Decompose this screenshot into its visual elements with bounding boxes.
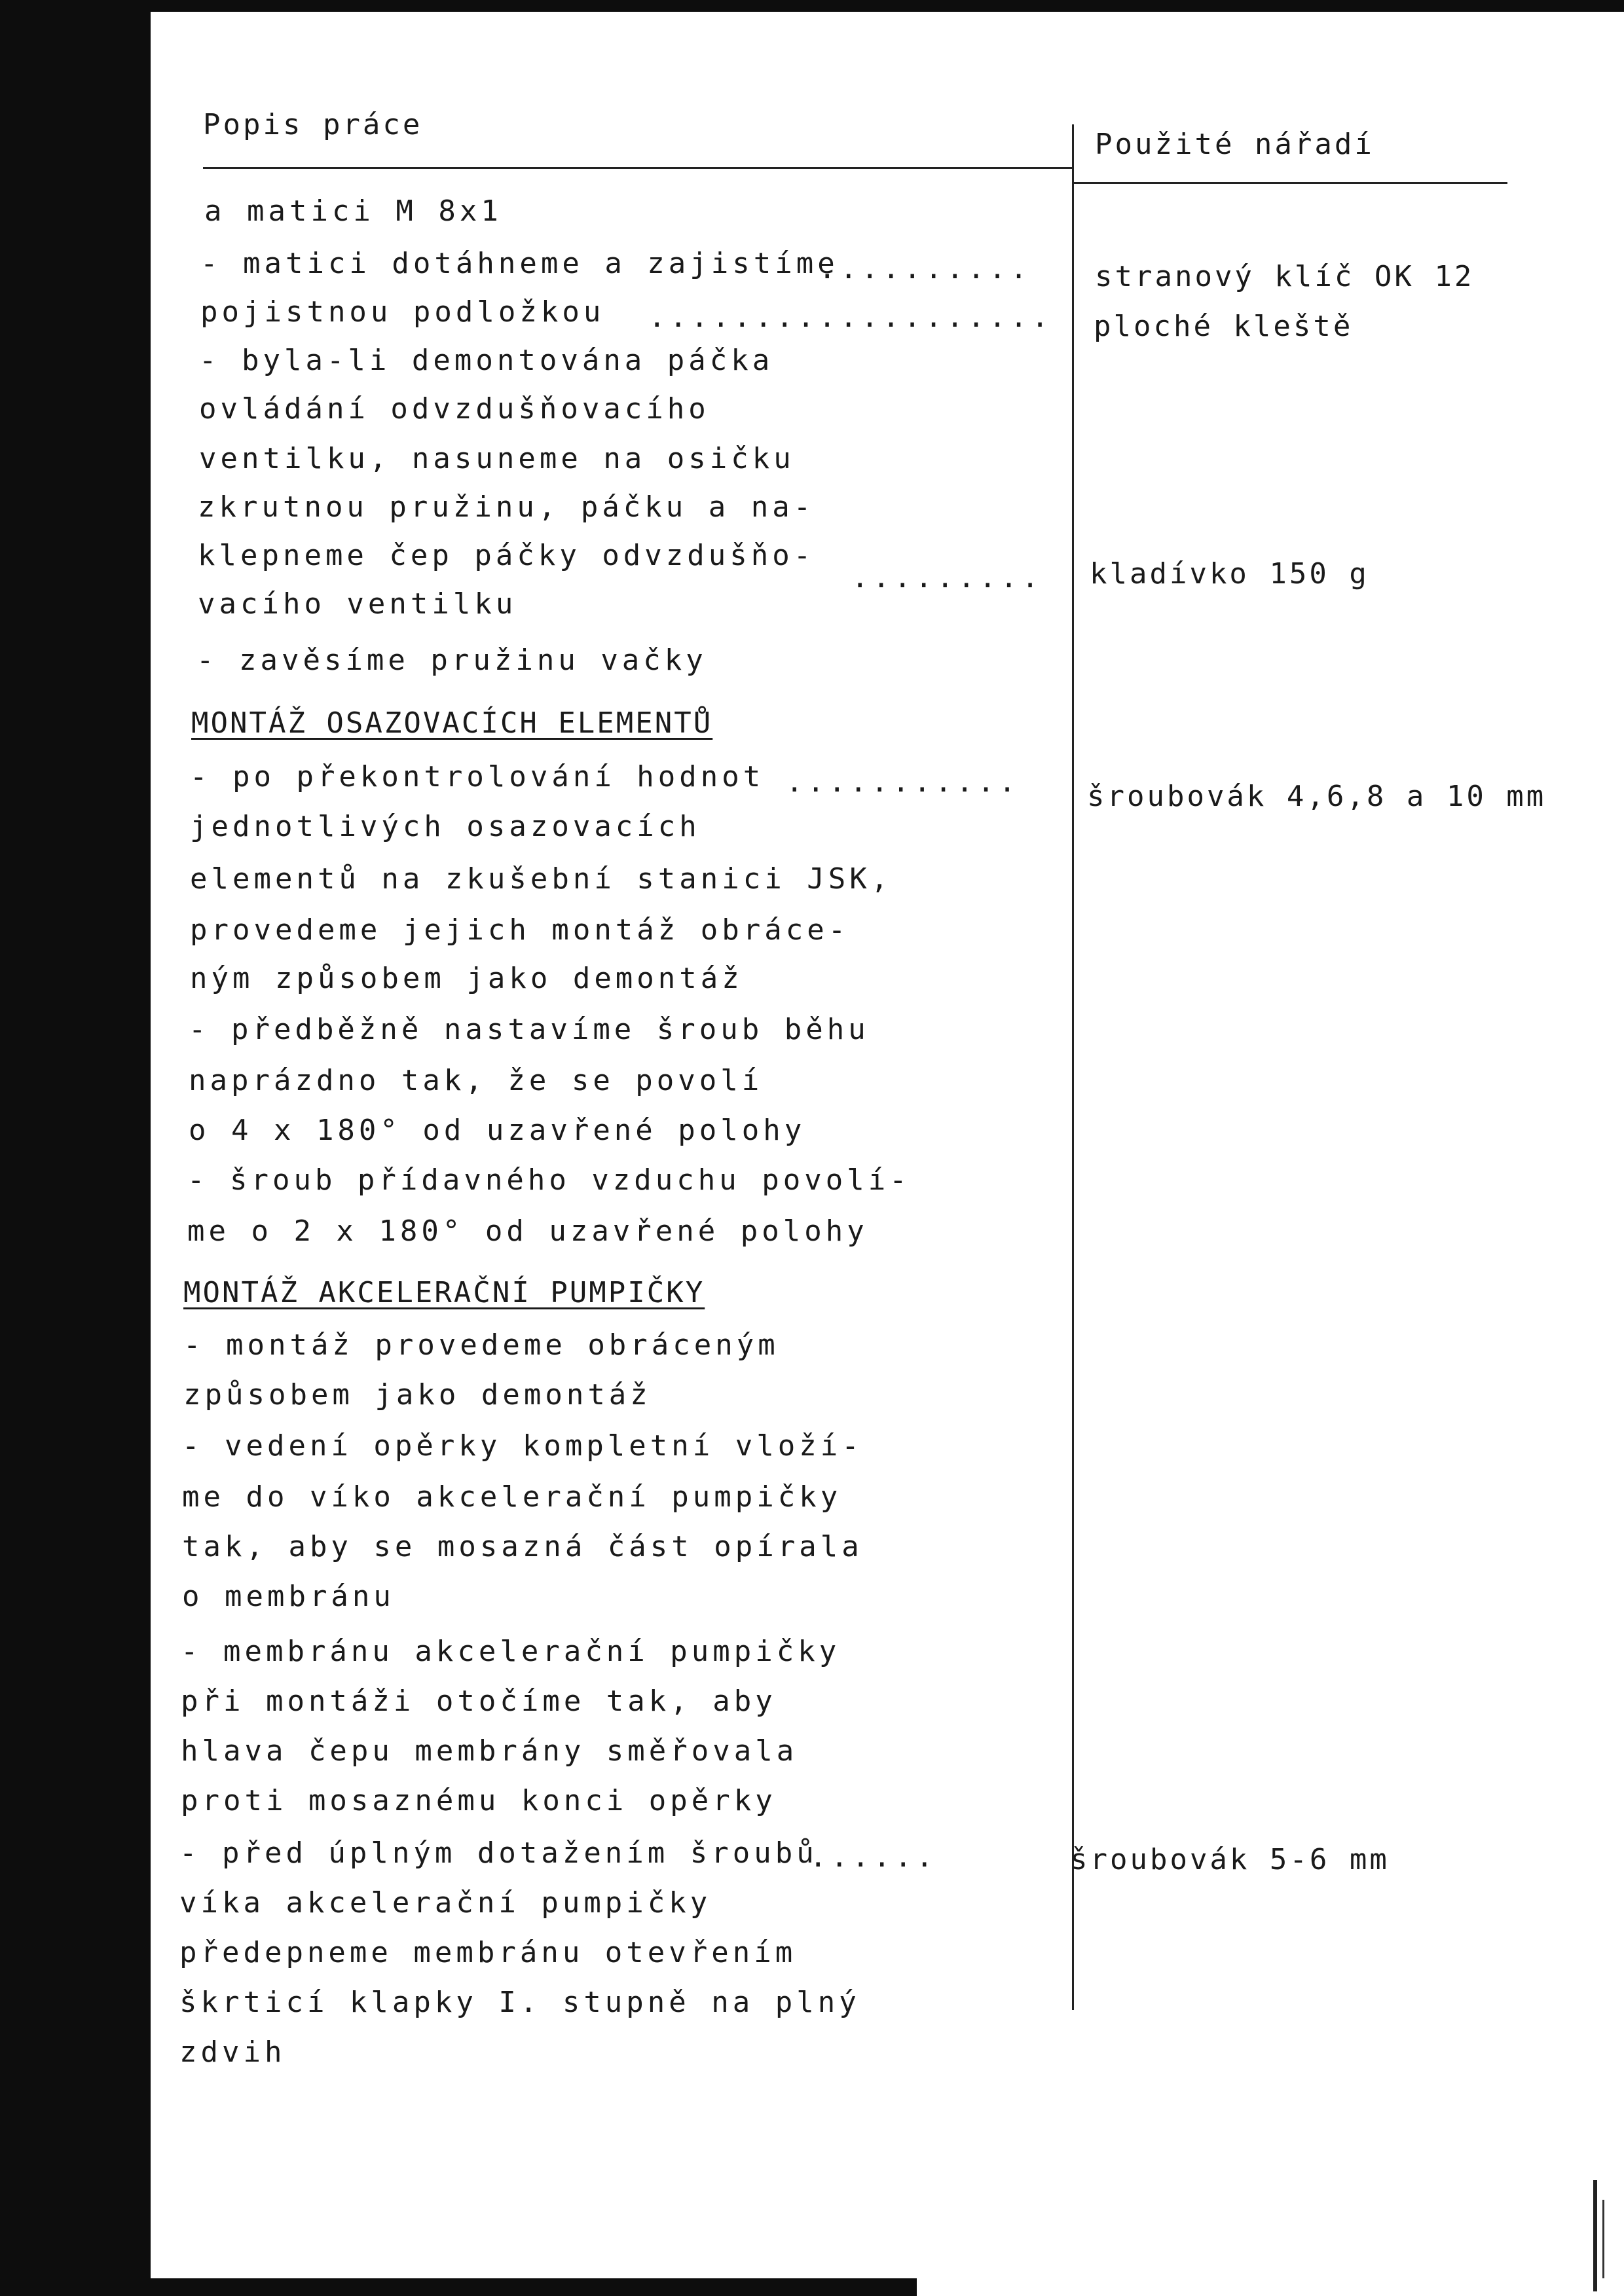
- header-rule-right: [1074, 182, 1507, 184]
- text-line: jednotlivých osazovacích: [190, 810, 701, 843]
- dot-leader: .........: [851, 561, 1043, 594]
- tool-item: šroubovák 5-6 mm: [1070, 1843, 1390, 1876]
- text-line: o membránu: [182, 1580, 395, 1613]
- tool-item: kladívko 150 g: [1090, 557, 1369, 591]
- text-line: ventilku, nasuneme na osičku: [199, 442, 795, 475]
- text-line: - zavěsíme pružinu vačky: [196, 644, 707, 677]
- header-rule: [203, 167, 1074, 169]
- text-line: - matici dotáhneme a zajistíme: [200, 247, 839, 280]
- dot-leader: ...................: [648, 301, 1053, 334]
- text-line: klepneme čep páčky odvzdušňo-: [198, 539, 815, 572]
- dot-leader: ...........: [786, 765, 1020, 799]
- dot-leader: ......: [809, 1840, 937, 1874]
- text-line: ným způsobem jako demontáž: [190, 962, 743, 995]
- text-line: - předběžně nastavíme šroub běhu: [189, 1013, 870, 1046]
- scan-border-bottom: [0, 2278, 917, 2296]
- text-line: - byla-li demontována páčka: [199, 344, 774, 377]
- text-line: - šroub přídavného vzduchu povolí-: [187, 1163, 911, 1197]
- text-line: a matici M 8x1: [204, 194, 502, 228]
- dot-leader: ..........: [819, 252, 1031, 285]
- text-line: škrticí klapky I. stupně na plný: [179, 1986, 860, 2019]
- tool-item: šroubovák 4,6,8 a 10 mm: [1087, 780, 1547, 813]
- text-line: vacího ventilku: [198, 587, 517, 621]
- text-line: proti mosaznému konci opěrky: [181, 1784, 777, 1817]
- scan-mark-right: [1593, 2180, 1597, 2291]
- section-title: MONTÁŽ AKCELERAČNÍ PUMPIČKY: [183, 1276, 705, 1309]
- text-line: provedeme jejich montáž obráce-: [190, 913, 850, 947]
- text-line: tak, aby se mosazná část opírala: [182, 1530, 863, 1563]
- column-divider: [1072, 124, 1074, 2010]
- scan-border-left: [0, 0, 151, 2296]
- text-line: víka akcelerační pumpičky: [179, 1886, 712, 1920]
- tool-item: ploché kleště: [1094, 310, 1354, 343]
- text-line: naprázdno tak, že se povolí: [189, 1064, 764, 1097]
- text-line: me o 2 x 180° od uzavřené polohy: [187, 1214, 868, 1248]
- column-header-description: Popis práce: [203, 108, 423, 141]
- text-line: způsobem jako demontáž: [183, 1378, 652, 1412]
- text-line: - vedení opěrky kompletní vloží-: [182, 1429, 863, 1463]
- text-line: - montáž provedeme obráceným: [183, 1328, 779, 1362]
- text-line: - membránu akcelerační pumpičky: [181, 1635, 841, 1668]
- text-line: - před úplným dotažením šroubů: [179, 1836, 818, 1870]
- text-line: - po překontrolování hodnot: [190, 760, 765, 793]
- scan-border-top: [0, 0, 1624, 12]
- text-line: předepneme membránu otevřením: [179, 1936, 797, 1969]
- text-line: zdvih: [179, 2035, 286, 2069]
- scan-mark-right-2: [1602, 2200, 1604, 2278]
- column-header-tools: Použité nářadí: [1095, 128, 1375, 161]
- text-line: elementů na zkušební stanici JSK,: [190, 862, 893, 896]
- section-title: MONTÁŽ OSAZOVACÍCH ELEMENTŮ: [191, 706, 713, 740]
- tool-item: stranový klíč OK 12: [1095, 260, 1475, 293]
- text-line: me do víko akcelerační pumpičky: [182, 1480, 842, 1514]
- text-line: při montáži otočíme tak, aby: [181, 1685, 777, 1718]
- text-line: ovládání odvzdušňovacího: [199, 392, 710, 426]
- text-line: zkrutnou pružinu, páčku a na-: [198, 490, 815, 524]
- text-line: o 4 x 180° od uzavřené polohy: [189, 1114, 806, 1147]
- text-line: hlava čepu membrány směřovala: [181, 1734, 798, 1768]
- text-line: pojistnou podložkou: [200, 295, 605, 329]
